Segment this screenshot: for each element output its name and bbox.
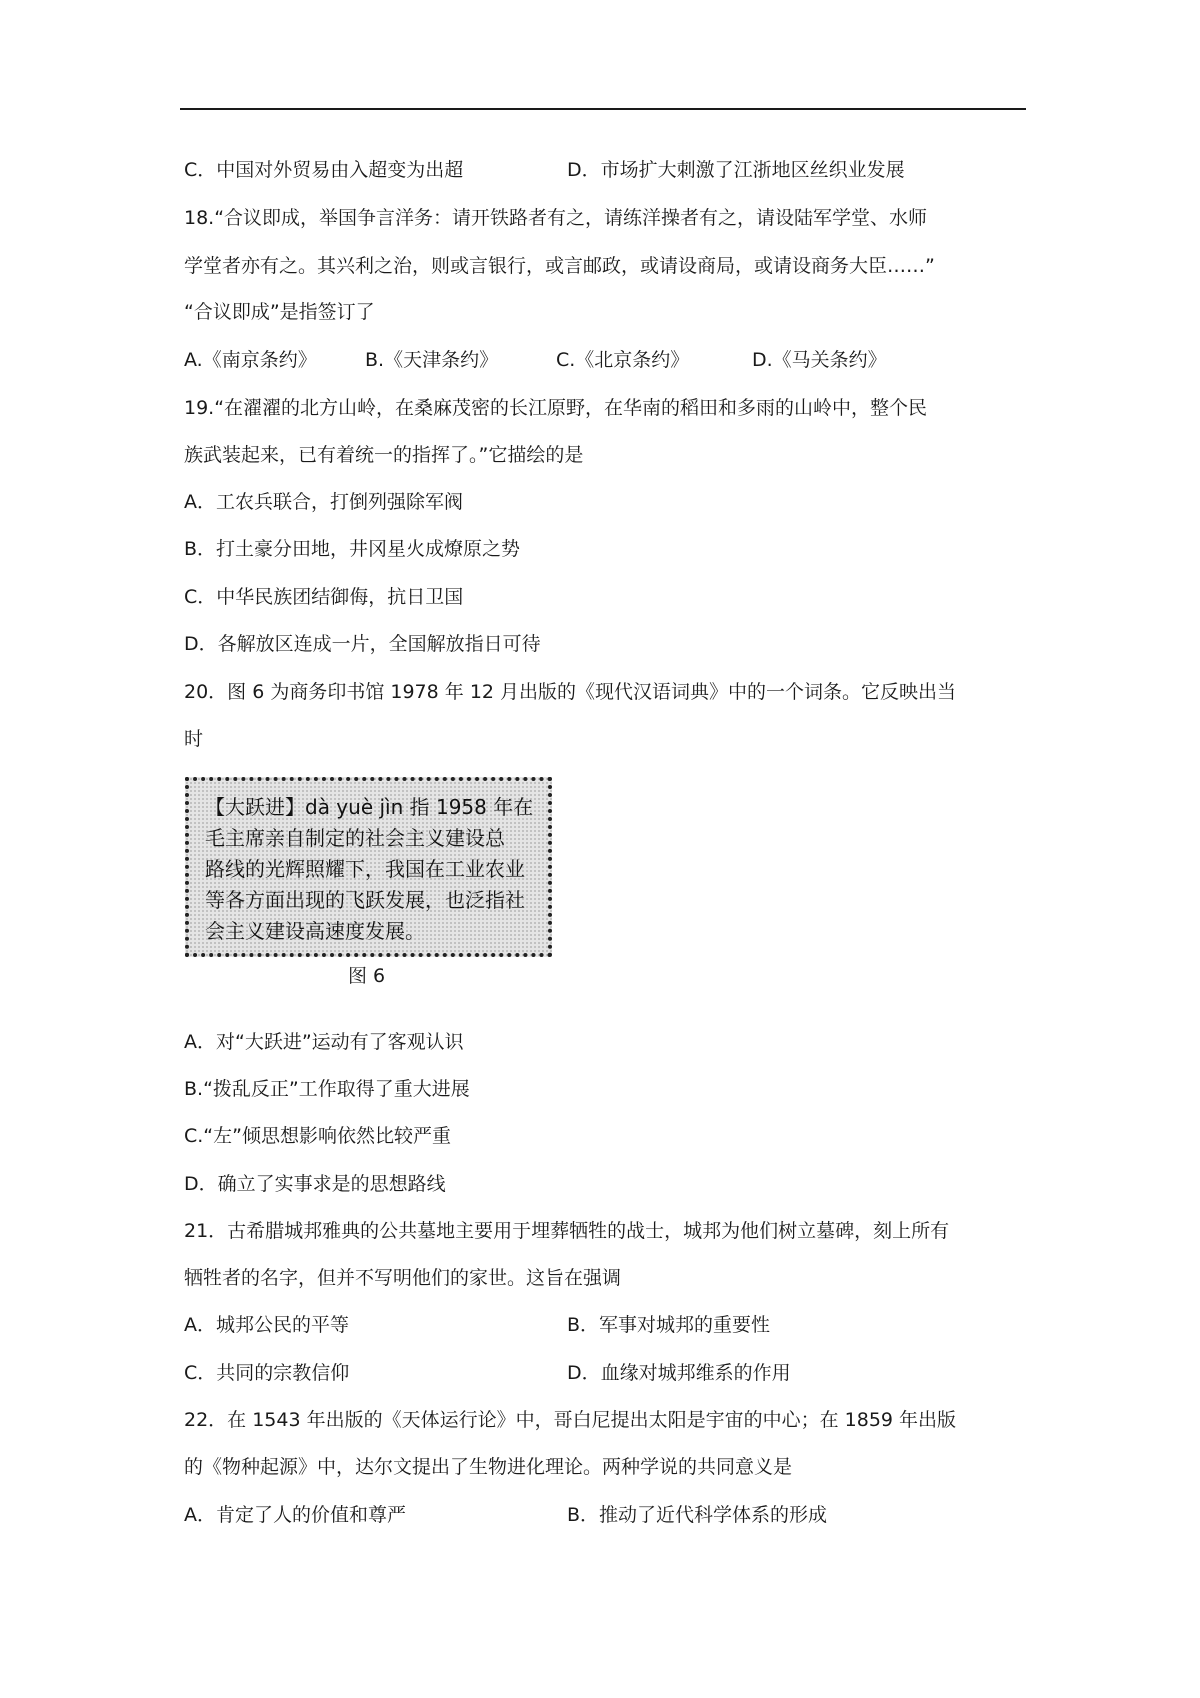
q17-option-c: C．中国对外贸易由入超变为出超 bbox=[184, 159, 464, 181]
figure-line-3: 路线的光辉照耀下，我国在工业农业 bbox=[205, 857, 525, 881]
q20-option-a: A．对“大跃进”运动有了客观认识 bbox=[184, 1031, 464, 1053]
q21-stem-line-1: 21．古希腊城邦雅典的公共墓地主要用于埋葬牺牲的战士，城邦为他们树立墓碑，刻上所有 bbox=[184, 1220, 950, 1242]
q19-option-b: B．打土豪分田地，井冈星火成燎原之势 bbox=[184, 538, 521, 560]
q21-stem-line-2: 牺牲者的名字，但并不写明他们的家世。这旨在强调 bbox=[184, 1267, 622, 1289]
figure-line-2: 毛主席亲自制定的社会主义建设总 bbox=[205, 826, 505, 850]
q22-stem-line-2: 的《物种起源》中，达尔文提出了生物进化理论。两种学说的共同意义是 bbox=[184, 1456, 793, 1478]
q20-stem-line-2: 时 bbox=[184, 728, 204, 750]
figure-line-1: 【大跃进】dà yuè jìn 指 1958 年在 bbox=[205, 795, 534, 819]
q21-option-d: D．血缘对城邦维系的作用 bbox=[567, 1362, 791, 1384]
q19-stem-line-2: 族武装起来，已有着统一的指挥了。”它描绘的是 bbox=[184, 444, 584, 466]
q17-option-d: D．市场扩大刺激了江浙地区丝织业发展 bbox=[567, 159, 905, 181]
header-rule bbox=[180, 108, 1026, 110]
q20-stem-line-1: 20．图 6 为商务印书馆 1978 年 12 月出版的《现代汉语词典》中的一个词条。它反映出当 bbox=[184, 681, 957, 703]
q22-option-b: B．推动了近代科学体系的形成 bbox=[567, 1504, 828, 1526]
q18-stem-line-3: “合议即成”是指签订了 bbox=[184, 301, 375, 323]
figure-line-4: 等各方面出现的飞跃发展，也泛指社 bbox=[205, 888, 525, 912]
q22-option-a: A．肯定了人的价值和尊严 bbox=[184, 1504, 406, 1526]
q18-stem-line-2: 学堂者亦有之。其兴利之治，则或言银行，或言邮政，或请设商局，或请设商务大臣……” bbox=[184, 255, 935, 277]
q18-option-c: C.《北京条约》 bbox=[556, 349, 690, 371]
q21-option-a: A．城邦公民的平等 bbox=[184, 1314, 349, 1336]
q19-stem-line-1: 19.“在濯濯的北方山岭，在桑麻茂密的长江原野，在华南的稻田和多雨的山岭中，整个民 bbox=[184, 397, 928, 419]
q18-stem-line-1: 18.“合议即成，举国争言洋务：请开铁路者有之，请练洋操者有之，请设陆军学堂、水师 bbox=[184, 207, 928, 229]
q18-option-a: A.《南京条约》 bbox=[184, 349, 317, 371]
q19-option-d: D．各解放区连成一片，全国解放指日可待 bbox=[184, 633, 541, 655]
q21-option-c: C．共同的宗教信仰 bbox=[184, 1362, 350, 1384]
q19-option-a: A．工农兵联合，打倒列强除军阀 bbox=[184, 491, 463, 513]
figure-line-5: 会主义建设高速度发展。 bbox=[205, 919, 425, 943]
figure-caption: 图 6 bbox=[348, 965, 386, 987]
q22-stem-line-1: 22．在 1543 年出版的《天体运行论》中，哥白尼提出太阳是宇宙的中心；在 1859 年出版 bbox=[184, 1409, 957, 1431]
q20-option-d: D．确立了实事求是的思想路线 bbox=[184, 1173, 446, 1195]
dictionary-entry-figure bbox=[185, 777, 552, 957]
q19-option-c: C．中华民族团结御侮，抗日卫国 bbox=[184, 586, 464, 608]
q20-option-b: B.“拨乱反正”工作取得了重大进展 bbox=[184, 1078, 470, 1100]
q18-option-d: D.《马关条约》 bbox=[752, 349, 887, 371]
q20-option-c: C.“左”倾思想影响依然比较严重 bbox=[184, 1125, 451, 1147]
q21-option-b: B．军事对城邦的重要性 bbox=[567, 1314, 771, 1336]
q18-option-b: B.《天津条约》 bbox=[365, 349, 499, 371]
